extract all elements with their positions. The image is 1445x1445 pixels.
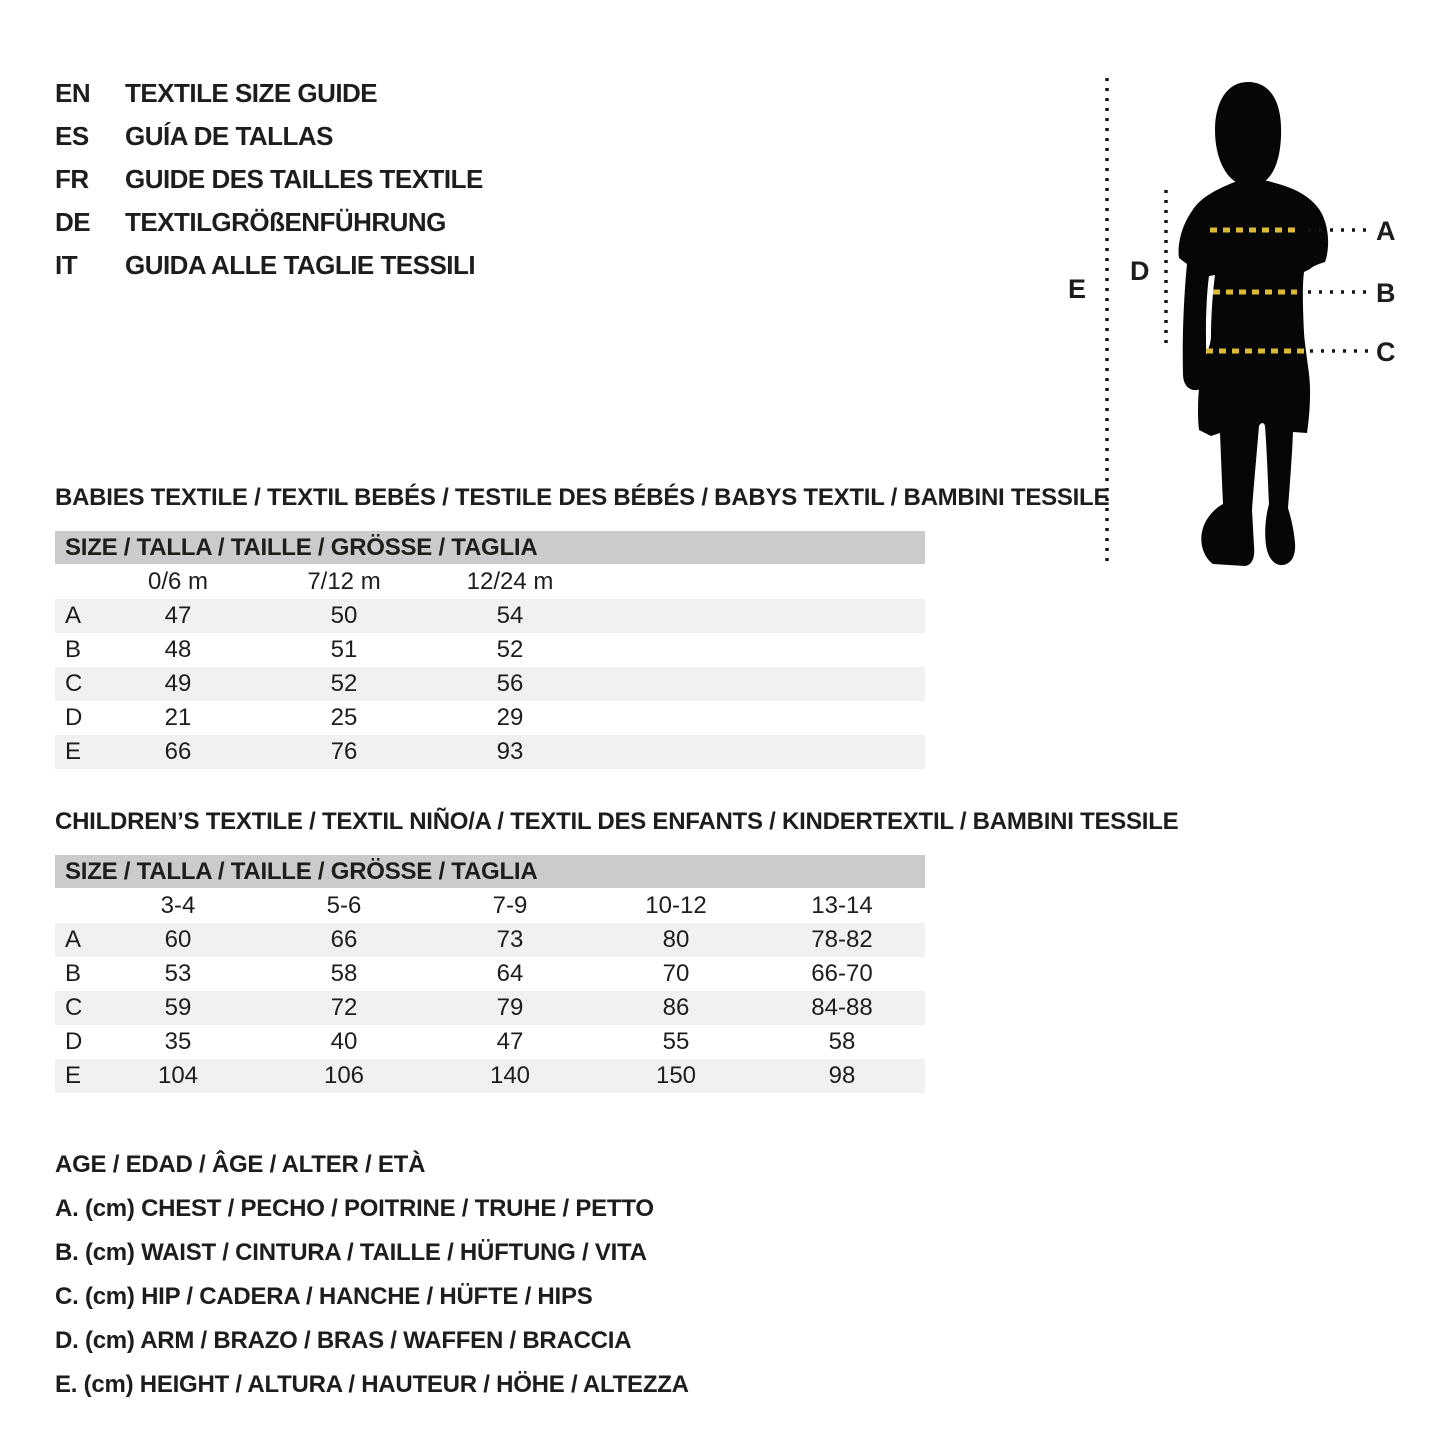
column-header: 3-4 [160,891,196,919]
babies-size-header-bar: SIZE / TALLA / TAILLE / GRÖSSE / TAGLIA [55,531,925,564]
row-label: E [55,735,95,769]
language-title: GUIDA ALLE TAGLIE TESSILI [125,250,476,280]
language-title-list [55,72,483,287]
size-value: 64 [496,960,524,987]
size-value: 80 [593,923,759,957]
column-header: 0/6 m [147,567,209,595]
size-value: 54 [427,599,593,633]
size-value: 52 [261,667,427,701]
language-title: GUÍA DE TALLAS [125,121,333,151]
spacer-cell [593,667,925,701]
size-value: 78-82 [759,923,925,957]
spacer-cell [593,564,925,599]
row-label: C [55,667,95,701]
size-value: 140 [427,1059,593,1093]
child-silhouette [1179,82,1329,566]
corner-cell [55,888,95,923]
size-value: 66-70 [811,960,873,987]
language-title: TEXTILE SIZE GUIDE [125,78,378,108]
language-row [55,72,483,115]
spacer-cell [593,735,925,769]
row-label: D [65,704,83,731]
size-value: 47 [95,599,261,633]
size-value: 150 [593,1059,759,1093]
size-value: 53 [164,960,192,987]
size-value: 84-88 [759,991,925,1025]
size-value: 50 [261,599,427,633]
size-value: 106 [261,1059,427,1093]
language-row [55,244,483,287]
language-row [55,201,483,244]
babies-size-table [55,531,925,769]
size-value: 47 [496,1028,524,1055]
language-row [55,158,483,201]
column-header: 10-12 [645,891,707,919]
language-code: IT [55,250,78,280]
size-value: 40 [330,1028,358,1055]
row-label: A [55,599,95,633]
measurement-diagram [1060,70,1440,582]
size-value: 59 [95,991,261,1025]
size-value: 76 [261,735,427,769]
legend-item: D. (cm) ARM / BRAZO / BRAS / WAFFEN / BRACCIA [55,1327,632,1354]
column-header: 7/12 m [307,567,381,595]
column-header: 5-6 [326,891,362,919]
spacer-cell [593,599,925,633]
row-label: B [65,960,82,987]
measurement-legend [55,1143,689,1407]
children-size-table [55,855,925,1093]
spacer-cell [593,633,925,667]
size-value: 60 [95,923,261,957]
size-value: 79 [427,991,593,1025]
size-value: 49 [95,667,261,701]
language-title: GUIDE DES TAILLES TEXTILE [125,164,483,194]
size-value: 66 [95,735,261,769]
size-value: 56 [427,667,593,701]
children-section-title: CHILDREN’S TEXTILE / TEXTIL NIÑO/A / TEXTIL DES ENFANTS / KINDERTEXTIL / BAMBINI TESSILE [55,808,1179,835]
size-value: 72 [261,991,427,1025]
size-value: 58 [828,1028,856,1055]
legend-item: A. (cm) CHEST / PECHO / POITRINE / TRUHE / PETTO [55,1195,654,1222]
size-value: 98 [759,1059,925,1093]
size-value: 70 [662,960,690,987]
size-value: 104 [95,1059,261,1093]
language-code: FR [55,164,89,194]
row-label: E [55,1059,95,1093]
legend-item: AGE / EDAD / ÂGE / ALTER / ETÀ [55,1151,426,1178]
silhouette-body [1179,179,1329,566]
row-label: C [55,991,95,1025]
size-value: 93 [427,735,593,769]
language-title: TEXTILGRÖßENFÜHRUNG [125,207,446,237]
size-value: 29 [496,704,524,731]
babies-section-title: BABIES TEXTILE / TEXTIL BEBÉS / TESTILE DES BÉBÉS / BABYS TEXTIL / BAMBINI TESSILE [55,484,1110,511]
size-value: 52 [496,636,524,663]
size-value: 66 [261,923,427,957]
language-code: ES [55,121,89,151]
size-value: 48 [164,636,192,663]
size-value: 86 [593,991,759,1025]
size-value: 21 [164,704,192,731]
column-header: 12/24 m [466,567,554,595]
row-label: A [55,923,95,957]
column-header: 7-9 [492,891,528,919]
size-value: 58 [330,960,358,987]
corner-cell [55,564,95,599]
label-chest-A: A [1376,216,1396,246]
row-label: B [65,636,82,663]
label-waist-B: B [1376,278,1396,308]
language-row [55,115,483,158]
legend-item: B. (cm) WAIST / CINTURA / TAILLE / HÜFTUNG / VITA [55,1239,647,1266]
size-value: 55 [662,1028,690,1055]
children-table-grid [55,888,925,1093]
spacer-cell [593,701,925,735]
language-code: EN [55,78,91,108]
size-value: 51 [330,636,358,663]
column-header: 13-14 [811,891,873,919]
label-height-E: E [1068,274,1087,304]
language-code: DE [55,207,91,237]
silhouette-head [1215,82,1281,186]
legend-item: C. (cm) HIP / CADERA / HANCHE / HÜFTE / HIPS [55,1283,593,1310]
legend-item: E. (cm) HEIGHT / ALTURA / HAUTEUR / HÖHE / ALTEZZA [55,1371,689,1398]
row-label: D [65,1028,83,1055]
label-arm-D: D [1130,256,1150,286]
size-value: 25 [330,704,358,731]
babies-table-grid [55,564,925,769]
size-value: 73 [427,923,593,957]
children-size-header-bar: SIZE / TALLA / TAILLE / GRÖSSE / TAGLIA [55,855,925,888]
child-silhouette-diagram [1060,70,1440,582]
label-hip-C: C [1376,337,1396,367]
size-value: 35 [164,1028,192,1055]
